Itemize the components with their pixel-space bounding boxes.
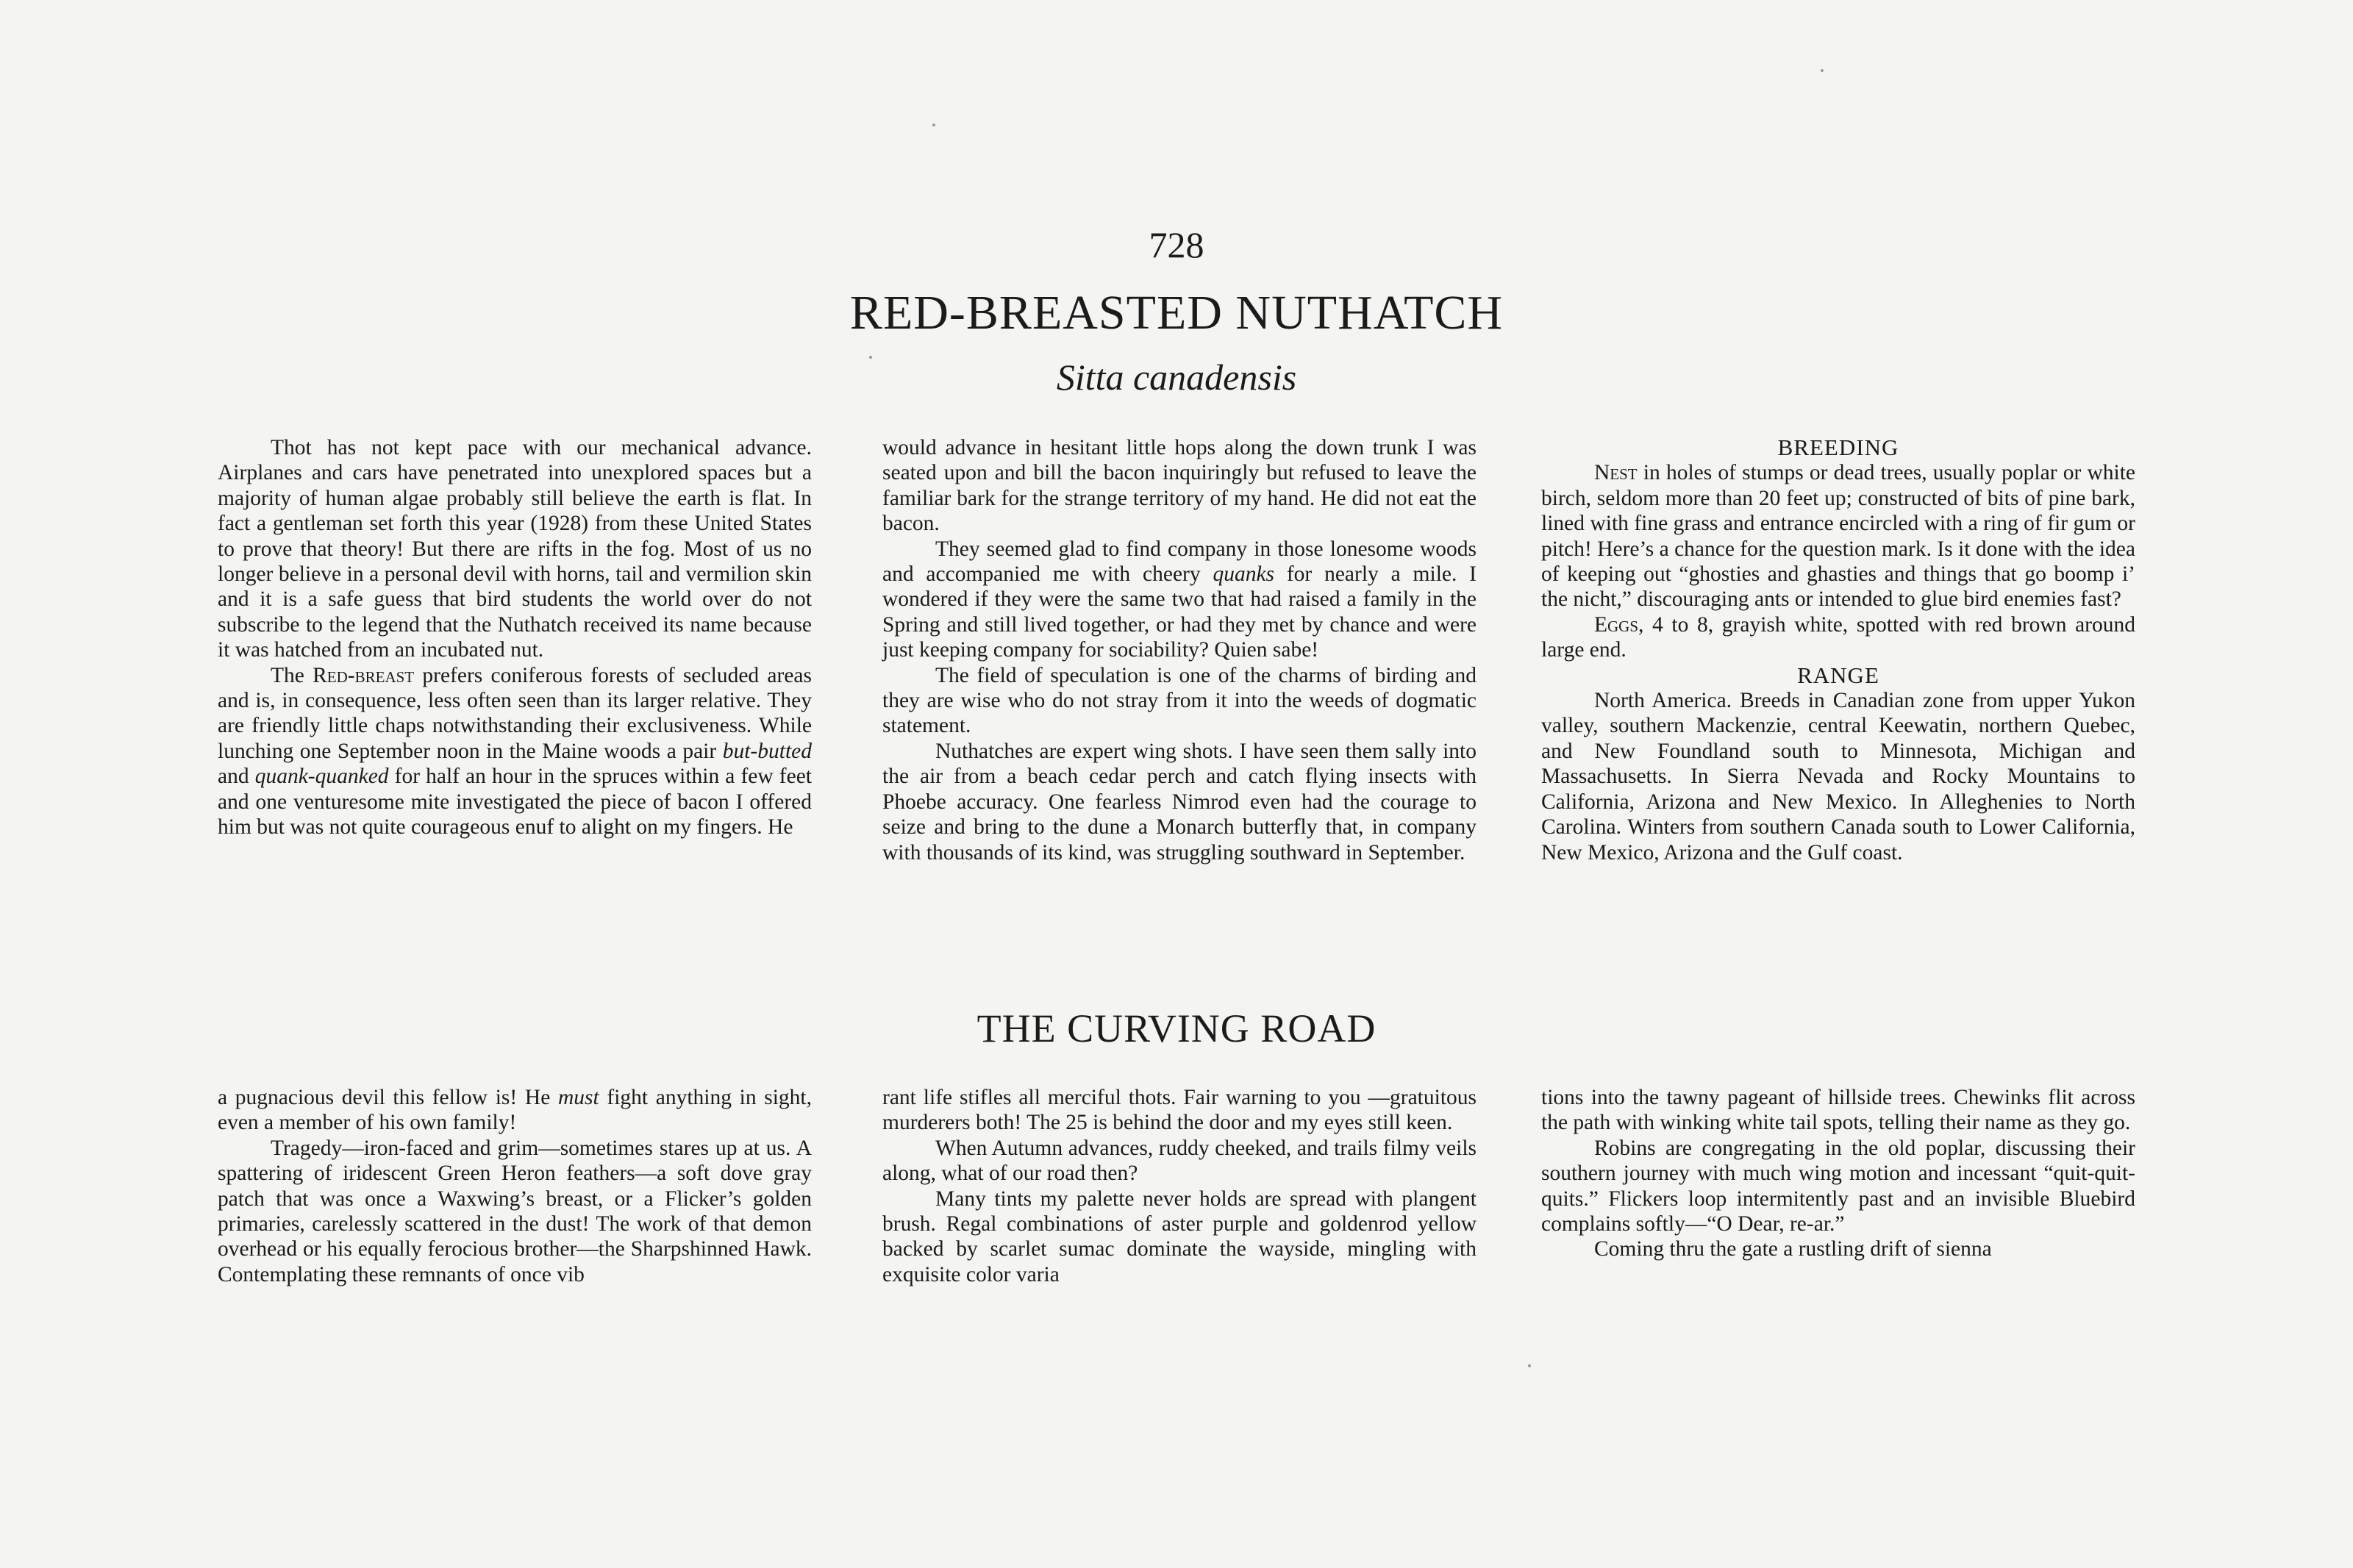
paragraph: Many tints my palette never holds are spread with plangent brush. Regal combinations of aster purple and goldenrod yellow backed by scarlet sumac dominate the wayside, mingling with exquisite color varia xyxy=(882,1186,1477,1286)
paper-speck xyxy=(932,123,935,126)
paragraph: would advance in hesitant little hops along the down trunk I was seated upon and bill the bacon inquiringly but refused to leave the familiar bark for the strange territory of my hand. He did not eat the bacon. xyxy=(882,436,1477,536)
eggs-paragraph: Eggs, 4 to 8, grayish white, spotted with red brown around large end. xyxy=(1541,612,2135,662)
curving-road-column-3 xyxy=(1541,1085,2135,1262)
range-heading: RANGE xyxy=(1797,662,1879,688)
article-title: RED-BREASTED NUTHATCH xyxy=(849,286,1504,340)
paragraph: The Red-breast prefers coniferous forests of secluded areas and is, in consequence, less often seen than its larger relative. They are friendly little chaps notwithstanding their exclusiveness. While lunching one September noon in the Maine woods a pair but-butted and quank-quanked for half an hour in the spruces within a few feet and one venturesome mite investigated the piece of bacon I offered him but was not quite courageous enuf to alight on my fingers. He xyxy=(218,663,812,840)
paper-speck xyxy=(1528,1364,1531,1367)
paragraph: They seemed glad to find company in those lonesome woods and accompanied me with cheery quanks for nearly a mile. I wondered if they were the same two that had raised a family in the Spring and still lived together, or had they met by chance and were just keeping company for sociability? Quien sabe! xyxy=(882,537,1477,662)
page-number: 728 xyxy=(1149,224,1204,265)
nest-paragraph: Nest in holes of stumps or dead trees, usually poplar or white birch, seldom more than 20 feet up; constructed of bits of pine bark, lined with fine grass and entrance encircled with a ring of fir gum or pitch! Here’s a chance for the question mark. Is it done with the idea of keeping out “ghosties and ghasties and things that go boomp i’ the nicht,” discouraging ants or intended to glue bird enemies fast? xyxy=(1541,461,2135,612)
curving-road-column-1 xyxy=(218,1085,812,1287)
curving-road-column-2 xyxy=(882,1085,1477,1287)
paragraph: tions into the tawny pageant of hillside trees. Chewinks flit across the path with winking white tail spots, telling their name as they go. xyxy=(1541,1086,2135,1135)
paragraph: rant life stifles all merciful thots. Fair warning to you —gratuitous murderers both! The 25 is behind the door and my eyes still keen. xyxy=(882,1086,1477,1135)
nuthatch-column-1 xyxy=(218,435,812,840)
paragraph: Thot has not kept pace with our mechanical advance. Airplanes and cars have penetrated into unexplored spaces but a majority of human algae probably still believe the earth is flat. In fact a gentleman set forth this year (1928) from these United States to prove that theory! But there are rifts in the fog. Most of us no longer believe in a personal devil with horns, tail and vermilion skin and it is a safe guess that bird students the world over do not subscribe to the legend that the Nuthatch received its name because it was hatched from an incubated nut. xyxy=(218,436,812,662)
paper-speck xyxy=(869,356,872,359)
paragraph: The field of speculation is one of the charms of birding and they are wise who do not stray from it into the weeds of dogmatic statement. xyxy=(882,663,1477,738)
paragraph: Robins are congregating in the old poplar, discussing their southern journey with much wing motion and incessant “quit-quit-quits.” Flickers loop intermitently past and an invisible Bluebird complains softly—“O Dear, re-ar.” xyxy=(1541,1136,2135,1236)
paragraph: Tragedy—iron-faced and grim—sometimes stares up at us. A spattering of iridescent Green Heron feathers—a soft dove gray patch that was once a Waxwing’s breast, or a Flicker’s golden primaries, carelessly scattered in the dust! The work of that demon overhead or his equally ferocious brother—the Sharpshinned Hawk. Contemplating these remnants of once vib xyxy=(218,1136,812,1286)
paper-speck xyxy=(1821,69,1824,72)
nuthatch-column-3 xyxy=(1541,435,2135,865)
paragraph: When Autumn advances, ruddy cheeked, and trails filmy veils along, what of our road then? xyxy=(882,1136,1477,1186)
section-title: THE CURVING ROAD xyxy=(976,1006,1377,1050)
range-paragraph: North America. Breeds in Canadian zone from upper Yukon valley, southern Mackenzie, central Keewatin, northern Quebec, and New Foundland south to Minnesota, Michigan and Massachusetts. In Sierra Nevada and Rocky Mountains to California, Arizona and New Mexico. In Alleghenies to North Carolina. Winters from southern Canada south to Lower California, New Mexico, Arizona and the Gulf coast. xyxy=(1541,689,2135,864)
scientific-name: Sitta canadensis xyxy=(1056,357,1297,398)
paragraph: Coming thru the gate a rustling drift of sienna xyxy=(1594,1237,1992,1261)
breeding-heading: BREEDING xyxy=(1777,434,1899,460)
paragraph: Nuthatches are expert wing shots. I have seen them sally into the air from a beach cedar perch and catch flying insects with Phoebe accuracy. One fearless Nimrod even had the courage to seize and bring to the dune a Monarch butterfly that, in company with thousands of its kind, was struggling southward in September. xyxy=(882,739,1477,864)
nuthatch-column-2 xyxy=(882,435,1477,865)
paragraph: a pugnacious devil this fellow is! He must fight anything in sight, even a member of his own family! xyxy=(218,1086,812,1135)
